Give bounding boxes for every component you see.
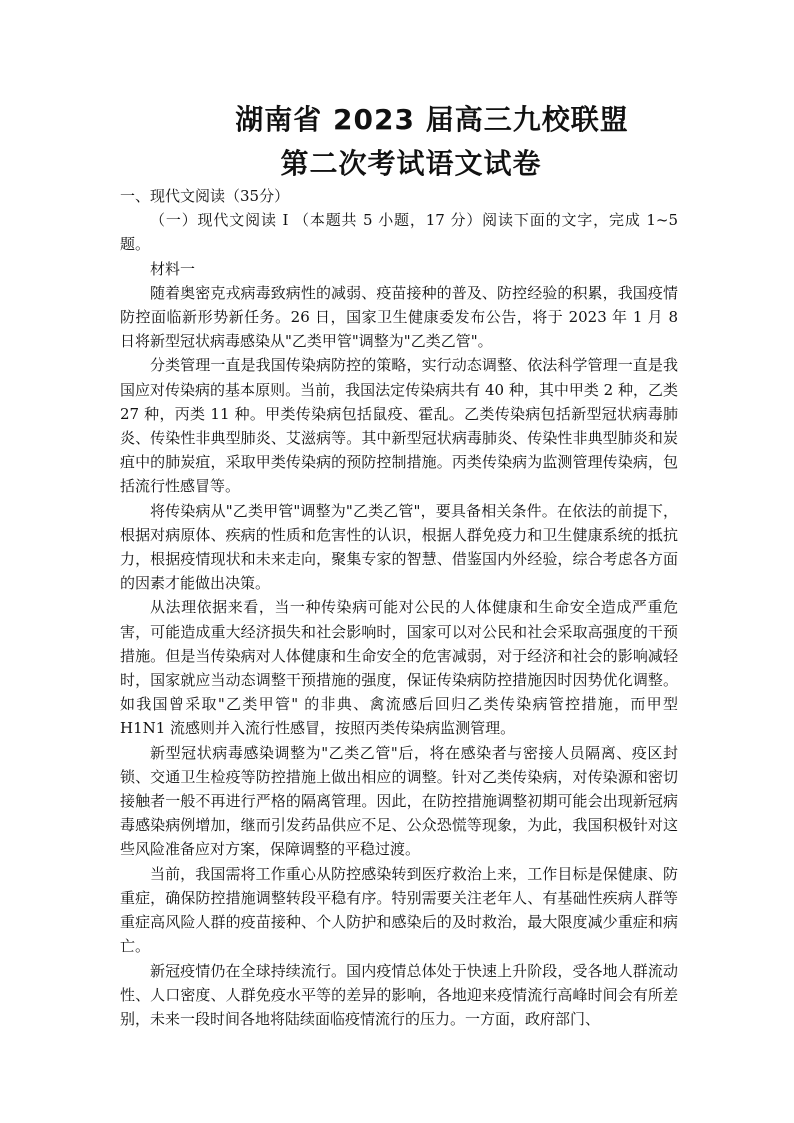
paragraph: 随着奥密克戎病毒致病性的减弱、疫苗接种的普及、防控经验的积累，我国疫情防控面临新形势新任务。26 日，国家卫生健康委发布公告，将于 2023 年 1 月 8 日将新型冠状病毒感染从"乙类甲管"调整为"乙类乙管"。 xyxy=(120,283,678,351)
paragraph: 分类管理一直是我国传染病防控的策略，实行动态调整、依法科学管理一直是我国应对传染病的基本原则。当前，我国法定传染病共有 40 种，其中甲类 2 种，乙类 27 种，丙类 11 种。甲类传染病包括鼠疫、霍乱。乙类传染病包括新型冠状病毒肺炎、传染性非典型肺炎、艾滋病等。其中新型冠状病毒肺炎、传染性非典型肺炎和炭疽中的肺炭疽，采取甲类传染病的预防控制措施。丙类传染病为监测管理传染病，包括流行性感冒等。 xyxy=(120,356,678,496)
exam-subtitle: 第二次考试语文试卷 xyxy=(280,147,542,180)
paragraph: 新型冠状病毒感染调整为"乙类乙管"后，将在感染者与密接人员隔离、疫区封锁、交通卫生检疫等防控措施上做出相应的调整。针对乙类传染病，对传染源和密切接触者一般不再进行严格的隔离管理。因此，在防控措施调整初期可能会出现新冠病毒感染病例增加，继而引发药品供应不足、公众恐慌等现象，为此，我国积极针对这些风险准备应对方案，保障调整的平稳过渡。 xyxy=(120,743,678,859)
sub-heading: （一）现代文阅读 I （本题共 5 小题，17 分）阅读下面的文字，完成 1~5 题。 xyxy=(120,211,678,254)
exam-content xyxy=(120,184,678,1031)
paragraph: 新冠疫情仍在全球持续流行。国内疫情总体处于快速上升阶段，受各地人群流动性、人口密度、人群免疫水平等的差异的影响，各地迎来疫情流行高峰时间会有所差别，未来一段时间各地将陆续面临疫情流行的压力。一方面，政府部门、 xyxy=(120,961,678,1028)
exam-title: 湖南省 2023 届高三九校联盟 xyxy=(235,103,629,136)
paragraph: 将传染病从"乙类甲管"调整为"乙类乙管"，要具备相关条件。在依法的前提下，根据对病原体、疾病的性质和危害性的认识，根据人群免疫力和卫生健康系统的抵抗力，根据疫情现状和未来走向，聚集专家的智慧、借鉴国内外经验，综合考虑各方面的因素才能做出决策。 xyxy=(120,501,678,593)
material-label: 材料一 xyxy=(150,259,196,278)
paragraph: 当前，我国需将工作重心从防控感染转到医疗救治上来，工作目标是保健康、防重症，确保防控措施调整转段平稳有序。特别需要关注老年人、有基础性疾病人群等重症高风险人群的疫苗接种、个人防护和感染后的及时救治，最大限度减少重症和病亡。 xyxy=(120,864,678,956)
paragraph: 从法理依据来看，当一种传染病可能对公民的人体健康和生命安全造成严重危害，可能造成重大经济损失和社会影响时，国家可以对公民和社会采取高强度的干预措施。但是当传染病对人体健康和生命安全的危害减弱，对于经济和社会的影响减轻时，国家就应当动态调整干预措施的强度，保证传染病防控措施因时因势优化调整。如我国曾采取"乙类甲管" 的非典、禽流感后回归乙类传染病管控措施，而甲型 H1N1 流感则并入流行性感冒，按照丙类传染病监测管理。 xyxy=(120,598,678,738)
section-heading: 一、现代文阅读（35分） xyxy=(120,187,290,205)
